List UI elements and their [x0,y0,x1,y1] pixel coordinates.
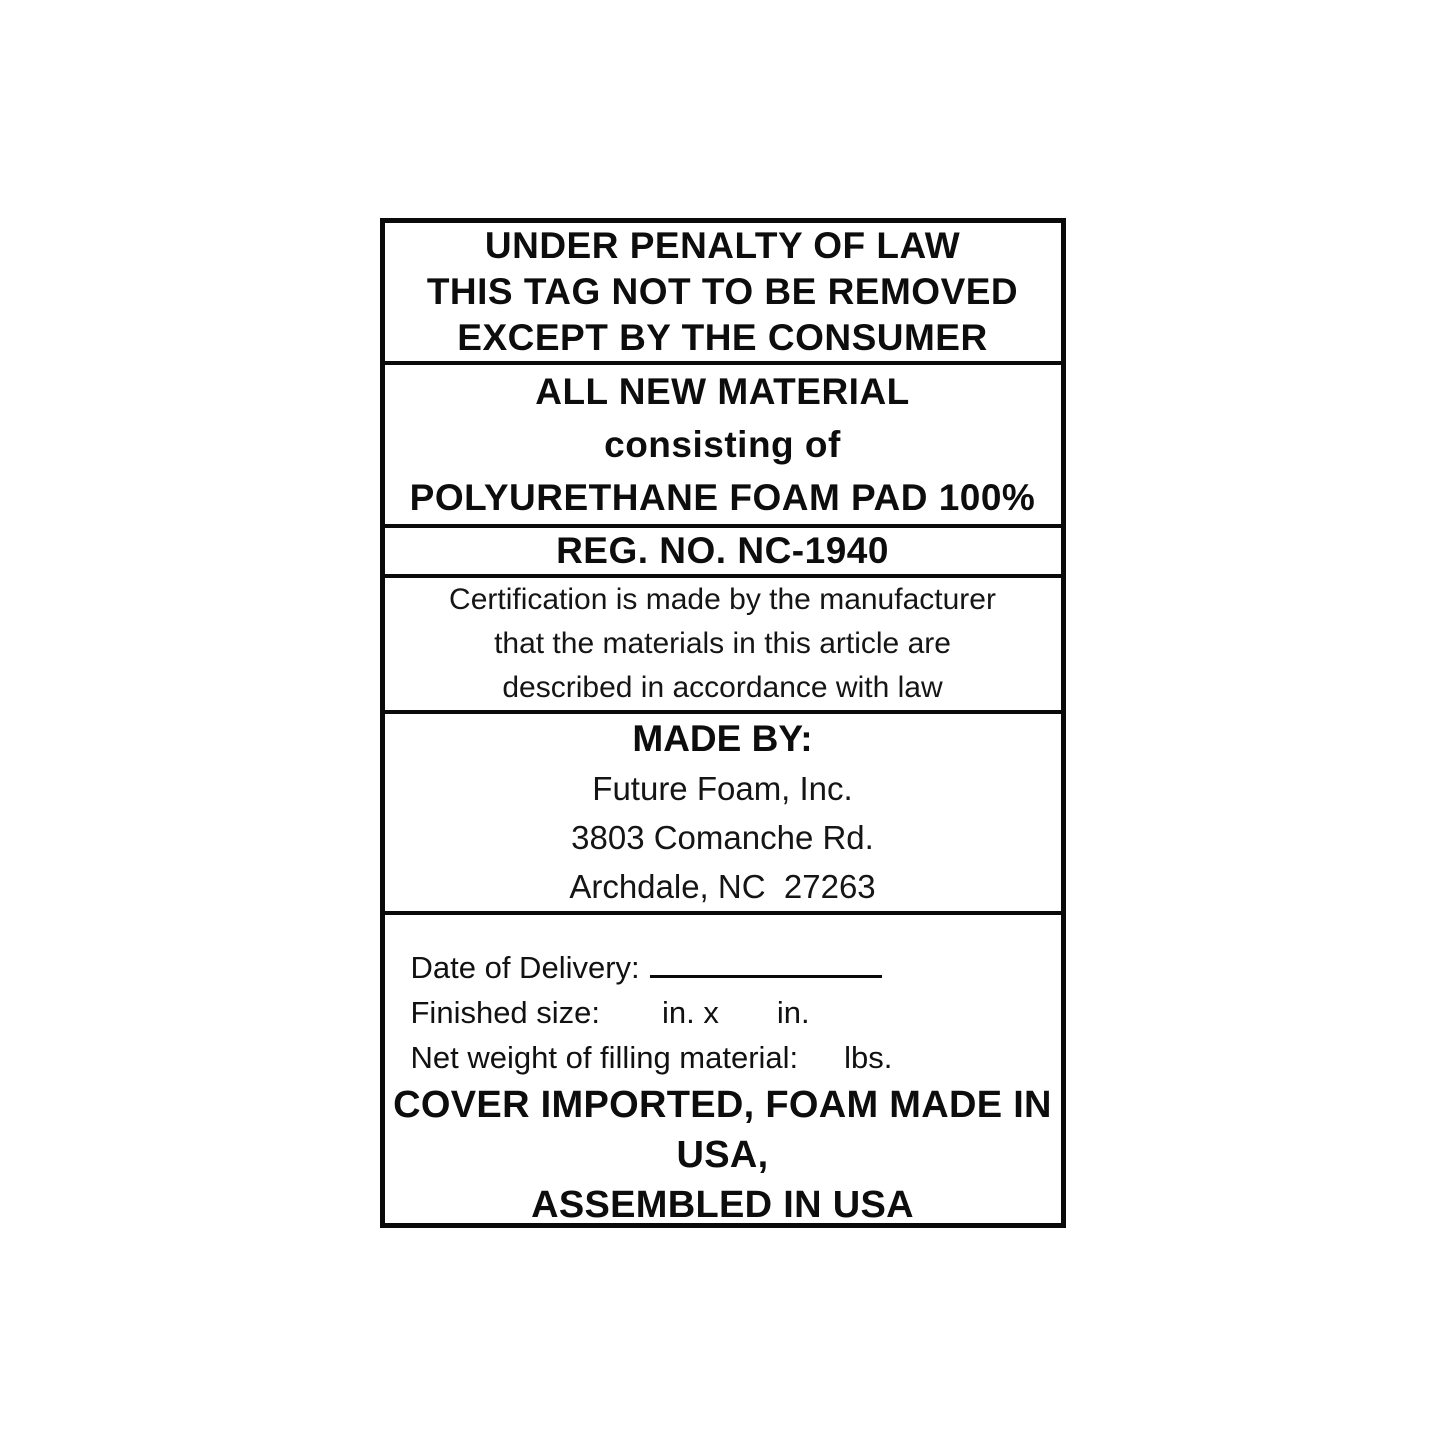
section-certification [385,578,1061,714]
finished-size-row [411,990,1037,1035]
manufacturer-street: 3803 Comanche Rd. [571,818,874,856]
origin-line-1: COVER IMPORTED, FOAM MADE IN USA, [393,1083,1052,1176]
section-penalty-notice [385,223,1061,365]
net-weight-row [411,1035,1037,1080]
material-line-3: POLYURETHANE FOAM PAD 100% [409,476,1036,518]
net-weight-unit: lbs. [844,1039,893,1075]
delivery-details-block [385,915,1061,1080]
net-weight-label: Net weight of filling material: [410,1039,799,1075]
made-by-heading: MADE BY: [632,717,813,759]
section-made-by [385,714,1061,915]
registration-number: REG. NO. NC-1940 [556,529,889,571]
finished-size-unit-2: in. [776,994,810,1030]
certification-line-2: that the materials in this article are [494,626,951,660]
manufacturer-name: Future Foam, Inc. [592,769,853,807]
section-material-contents [385,365,1061,528]
origin-statement-block [385,1080,1061,1254]
penalty-line-2: THIS TAG NOT TO BE REMOVED [426,270,1019,312]
certification-line-3: described in accordance with law [502,670,943,704]
date-of-delivery-blank-line [650,954,882,978]
date-of-delivery-label: Date of Delivery: [410,949,640,985]
date-of-delivery-row [411,945,1037,990]
certification-line-1: Certification is made by the manufacturer [449,582,996,616]
law-tag-label [380,218,1066,1228]
finished-size-label: Finished size: [410,994,601,1030]
material-line-1: ALL NEW MATERIAL [535,370,910,412]
section-registration-number [385,528,1061,578]
origin-line-2: ASSEMBLED IN USA [531,1183,914,1226]
penalty-line-1: UNDER PENALTY OF LAW [484,224,961,266]
section-delivery-details [385,915,1061,1254]
finished-size-unit-1: in. x [662,994,719,1030]
material-line-2: consisting of [604,423,841,465]
manufacturer-city-state-zip: Archdale, NC 27263 [569,867,876,905]
penalty-line-3: EXCEPT BY THE CONSUMER [457,316,988,358]
